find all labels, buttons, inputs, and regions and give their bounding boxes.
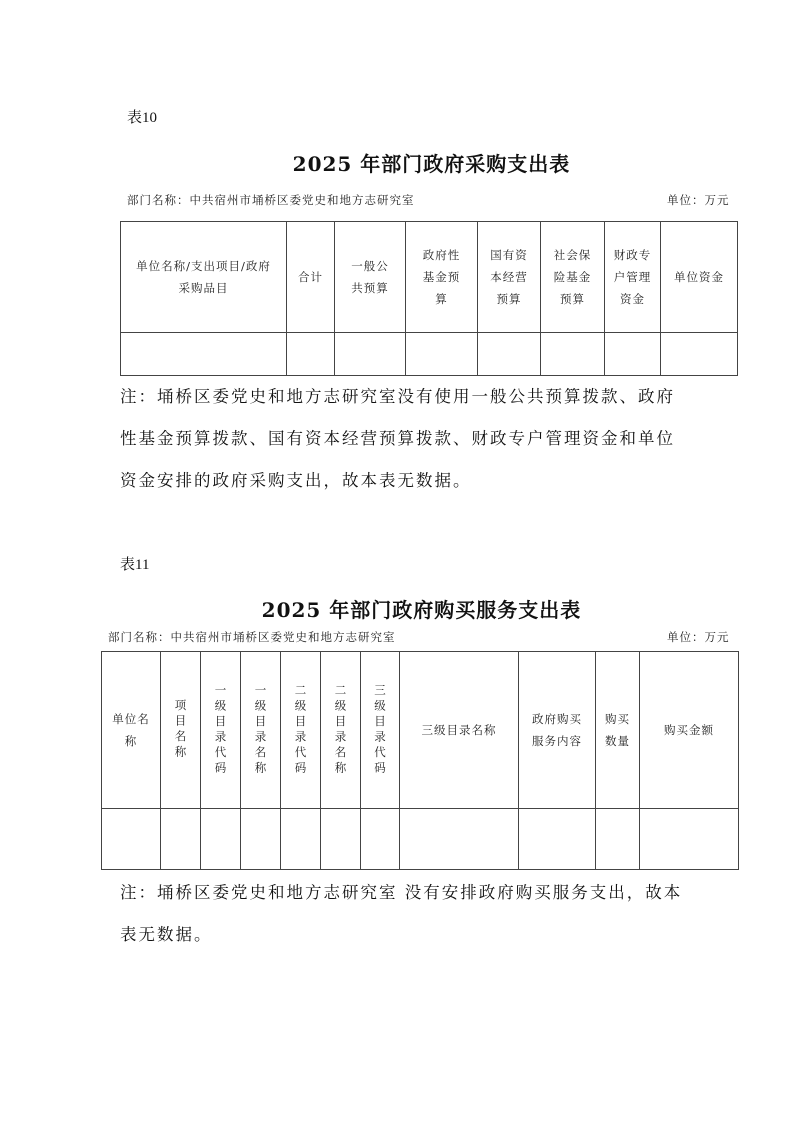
header-cell: 政府性基金预算 xyxy=(406,222,478,333)
header-cell: 政府购买服务内容 xyxy=(519,652,596,809)
header-row xyxy=(102,652,739,809)
empty-cell xyxy=(478,333,541,376)
header-cell xyxy=(321,652,361,809)
header-cell: 社会保险基金预算 xyxy=(541,222,605,333)
empty-cell xyxy=(241,809,281,870)
empty-cell xyxy=(640,809,739,870)
header-cell xyxy=(281,652,321,809)
header-text: 二级目录名称 xyxy=(333,683,348,777)
table11-unit: 单位：万元 xyxy=(667,630,730,644)
header-cell: 合计 xyxy=(287,222,335,333)
header-text: 一级目录名称 xyxy=(253,683,268,777)
header-cell: 单位资金 xyxy=(661,222,738,333)
table10-unit: 单位：万元 xyxy=(667,193,730,207)
table10-label: 表10 xyxy=(127,110,158,126)
empty-cell xyxy=(335,333,406,376)
note-line: 注：埇桥区委党史和地方志研究室 没有安排政府购买服务支出，故本 xyxy=(120,883,683,902)
header-cell xyxy=(361,652,400,809)
header-cell xyxy=(241,652,281,809)
empty-cell xyxy=(102,809,161,870)
empty-cell xyxy=(596,809,640,870)
empty-cell xyxy=(661,333,738,376)
note-line: 注：埇桥区委党史和地方志研究室没有使用一般公共预算拨款、政府 xyxy=(120,387,675,406)
empty-cell xyxy=(400,809,519,870)
header-text: 三级目录代码 xyxy=(373,683,387,777)
table-row xyxy=(102,809,739,870)
procurement-table xyxy=(120,221,738,376)
note-line: 表无数据。 xyxy=(120,925,213,944)
header-cell xyxy=(201,652,241,809)
table10-title: 2025 年部门政府采购支出表 xyxy=(292,152,571,176)
header-cell: 国有资本经营预算 xyxy=(478,222,541,333)
empty-cell xyxy=(281,809,321,870)
table11-department: 部门名称：中共宿州市埇桥区委党史和地方志研究室 xyxy=(108,630,396,644)
empty-cell xyxy=(361,809,400,870)
empty-cell xyxy=(605,333,661,376)
header-cell: 单位名称 xyxy=(102,652,161,809)
empty-cell xyxy=(161,809,201,870)
table11-note xyxy=(120,872,682,956)
empty-cell xyxy=(201,809,241,870)
note-line: 资金安排的政府采购支出，故本表无数据。 xyxy=(120,471,472,490)
header-cell: 单位名称/支出项目/政府采购品目 xyxy=(121,222,287,333)
service-purchase-table xyxy=(101,651,739,870)
empty-cell xyxy=(519,809,596,870)
table-row xyxy=(121,333,738,376)
header-cell: 一般公共预算 xyxy=(335,222,406,333)
header-row xyxy=(121,222,738,333)
empty-cell xyxy=(406,333,478,376)
header-cell xyxy=(161,652,201,809)
table10-department: 部门名称：中共宿州市埇桥区委党史和地方志研究室 xyxy=(127,193,415,207)
empty-cell xyxy=(321,809,361,870)
header-text: 一级目录代码 xyxy=(213,683,228,777)
header-cell: 购买数量 xyxy=(596,652,640,809)
note-line: 性基金预算拨款、国有资本经营预算拨款、财政专户管理资金和单位 xyxy=(120,429,675,448)
header-cell: 财政专户管理资金 xyxy=(605,222,661,333)
table10-note xyxy=(120,376,675,502)
header-cell: 购买金额 xyxy=(640,652,739,809)
header-cell: 三级目录名称 xyxy=(400,652,519,809)
empty-cell xyxy=(287,333,335,376)
empty-cell xyxy=(121,333,287,376)
empty-cell xyxy=(541,333,605,376)
table11-title: 2025 年部门政府购买服务支出表 xyxy=(261,598,582,622)
header-text: 项目名称 xyxy=(173,699,188,761)
table11-label: 表11 xyxy=(120,557,150,573)
header-text: 二级目录代码 xyxy=(293,683,308,777)
